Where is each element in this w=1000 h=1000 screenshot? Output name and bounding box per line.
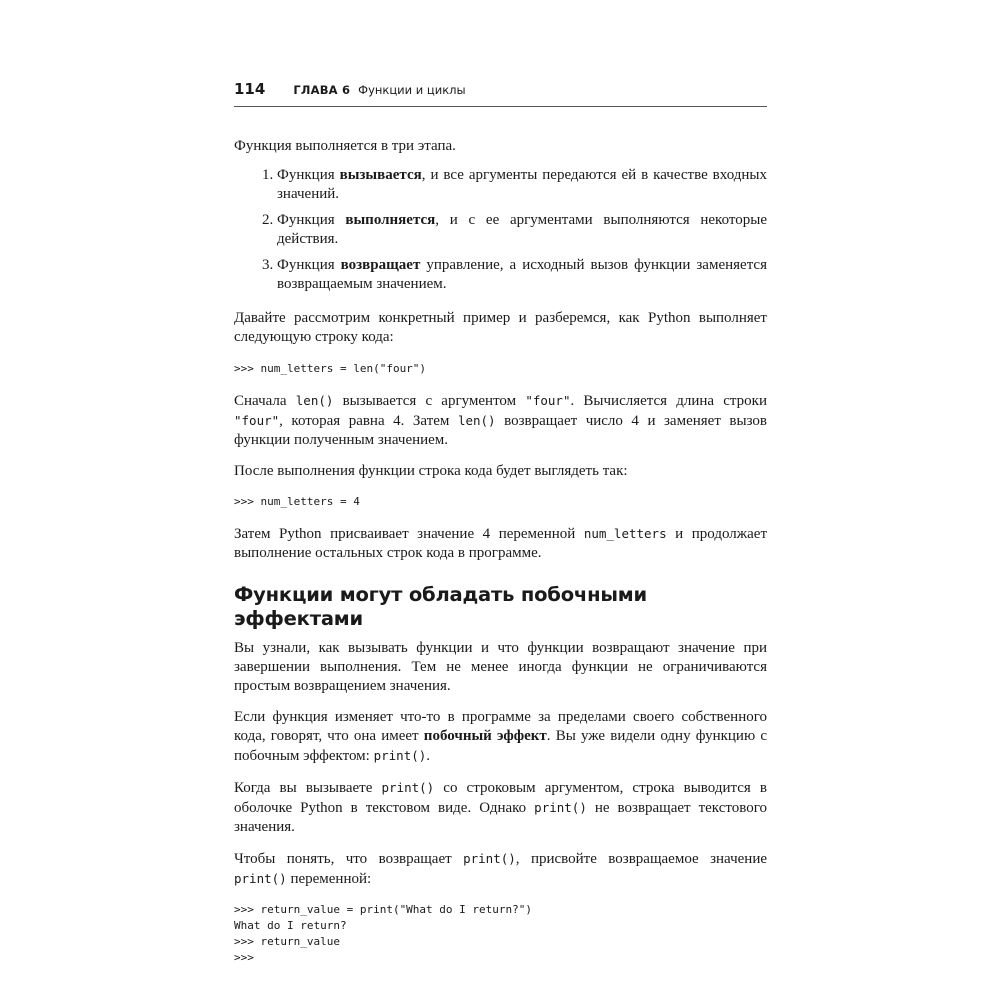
code-line: >>> return_value = print("What do I return?") xyxy=(234,903,533,916)
inline-code: print() xyxy=(463,851,516,866)
inline-code: num_letters xyxy=(583,526,667,541)
inline-code: print() xyxy=(381,780,435,795)
list-item: 2. Функция выполняется, и с ее аргументами выполняются некоторые действия. xyxy=(277,211,767,249)
running-header xyxy=(234,80,767,107)
inline-code: print() xyxy=(534,800,587,815)
code-block xyxy=(234,902,767,966)
paragraph-return-values: Вы узнали, как вызывать функции и что функции возвращают значение при завершении выполнения. Тем не менее иногда функции не ограничиваются простым возвращением значения. xyxy=(234,640,767,694)
code-line: What do I return? xyxy=(234,919,347,932)
inline-code: print() xyxy=(234,871,287,886)
paragraph-print-return: Чтобы понять, что возвращает print(), присвойте возвращаемое значение print() переменной: xyxy=(234,851,768,887)
code-line: >>> xyxy=(234,951,254,964)
chapter-label: ГЛАВА 6 xyxy=(293,83,351,97)
book-page xyxy=(234,80,767,966)
code-block: >>> num_letters = len("four") xyxy=(234,362,427,375)
paragraph-example: Давайте рассмотрим конкретный пример и разберемся, как Python выполняет следующую строку кода: xyxy=(234,310,767,345)
inline-code: "four" xyxy=(234,413,280,428)
section-heading: Функции могут обладать побочными эффектами xyxy=(234,583,648,630)
paragraph-after-exec: После выполнения функции строка кода будет выглядеть так: xyxy=(234,463,628,479)
code-line: >>> return_value xyxy=(234,935,340,948)
inline-code: len() xyxy=(457,413,496,428)
page-number: 114 xyxy=(234,80,266,98)
paragraph-intro: Функция выполняется в три этапа. xyxy=(234,138,456,154)
steps-list xyxy=(234,166,767,294)
paragraph-len-explanation: Сначала len() вызывается с аргументом "four". Вычисляется длина строки "four", которая равна 4. Затем len() возвращает число 4 и заменяет вызов функции полученным значением. xyxy=(234,393,767,448)
list-item: 1. Функция вызывается, и все аргументы передаются ей в качестве входных значений. xyxy=(277,166,767,204)
inline-code: "four" xyxy=(525,393,571,408)
chapter-title: Функции и циклы xyxy=(358,83,466,97)
paragraph-side-effect: Если функция изменяет что-то в программе за пределами своего собственного кода, говорят, что она имеет побочный эффект. Вы уже видели одну функцию с побочным эффектом: print(). xyxy=(234,709,767,764)
inline-code: len() xyxy=(295,393,334,408)
inline-code: print() xyxy=(373,748,427,763)
paragraph-assignment: Затем Python присваивает значение 4 переменной num_letters и продолжает выполнение остальных строк кода в программе. xyxy=(234,526,767,561)
paragraph-print-call: Когда вы вызываете print() со строковым аргументом, строка выводится в оболочке Python в текстовом виде. Однако print() не возвращает текстового значения. xyxy=(234,780,767,835)
list-item: 3. Функция возвращает управление, а исходный вызов функции заменяется возвращаемым значением. xyxy=(277,256,767,294)
code-block: >>> num_letters = 4 xyxy=(234,495,360,508)
